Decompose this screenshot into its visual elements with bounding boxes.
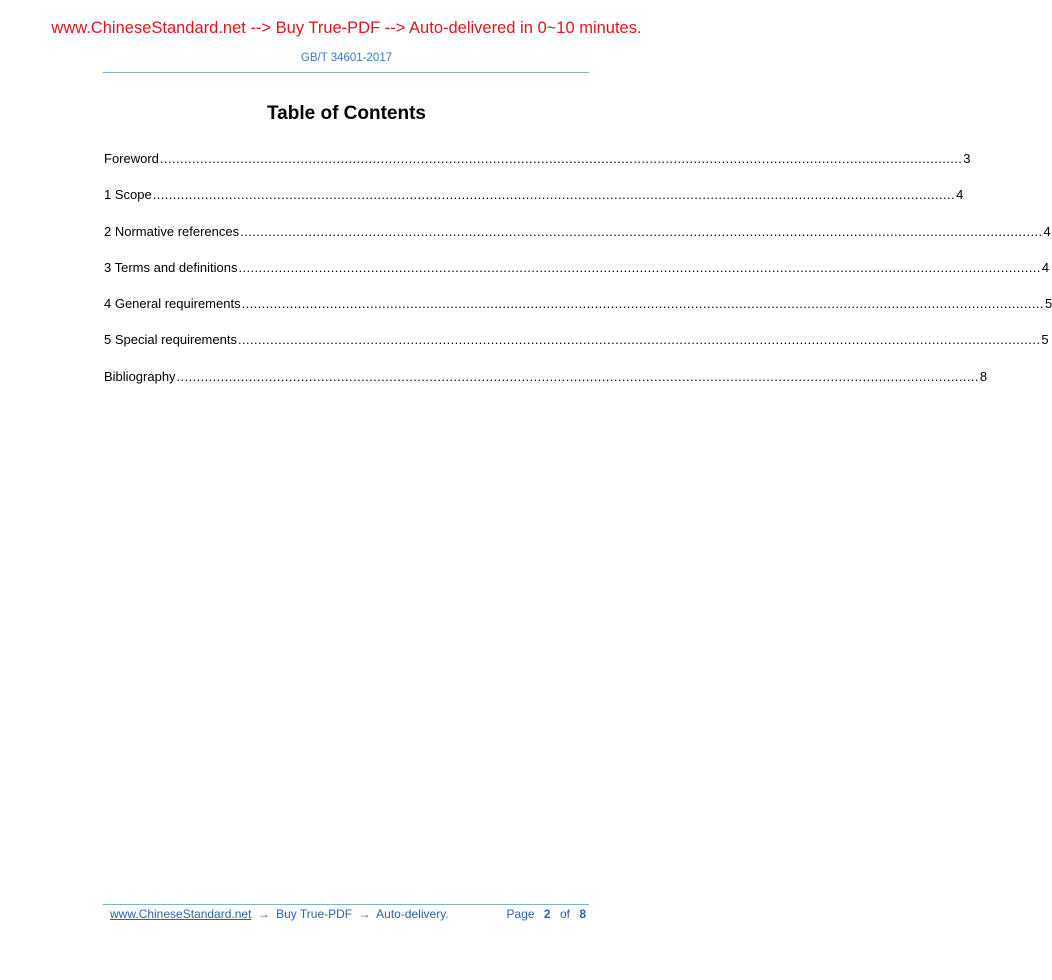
dot-leader: ........................................................................................................................................................................................................ — [176, 368, 979, 384]
dot-leader: ........................................................................................................................................................................................................ — [237, 332, 1041, 348]
toc-entry-normative-references[interactable] — [104, 223, 1051, 259]
auto-delivery-text: Auto-delivery. — [376, 907, 449, 921]
dot-leader: ........................................................................................................................................................................................................ — [238, 259, 1041, 275]
toc-entry-page: 3 — [963, 151, 971, 166]
toc-entry-general-requirements[interactable] — [104, 295, 1052, 331]
page-footer — [110, 906, 586, 922]
arrow-right-icon: → — [358, 907, 371, 921]
header-divider — [103, 72, 589, 73]
page-indicator — [507, 906, 586, 922]
toc-entry-page: 8 — [979, 368, 988, 384]
toc-entry-page: 4 — [1041, 259, 1050, 275]
toc-entry-label: Foreword — [104, 151, 159, 166]
promo-banner[interactable]: www.ChineseStandard.net --> Buy True-PDF --> Auto-delivered in 0~10 minutes. — [51, 19, 642, 37]
toc-entry-terms-and-definitions[interactable] — [104, 259, 1050, 295]
toc-entry-label: 5 Special requirements — [104, 332, 237, 348]
dot-leader: ........................................................................................................................................................................................................ — [240, 223, 1043, 239]
toc-entry-label: 4 General requirements — [104, 296, 241, 312]
toc-entry-label: 2 Normative references — [104, 223, 240, 239]
dot-leader: ........................................................................................................................................................................................................ — [152, 187, 956, 203]
dot-leader: ........................................................................................................................................................................................................ — [241, 296, 1044, 312]
toc-entry-label: 1 Scope — [104, 187, 152, 203]
toc-entry-label: 3 Terms and definitions — [104, 259, 238, 275]
page-word: Page — [506, 907, 535, 921]
toc-title: Table of Contents — [266, 103, 427, 124]
toc-entry-page: 5 — [1041, 332, 1049, 348]
of-word: of — [559, 907, 570, 921]
site-link[interactable]: www.ChineseStandard.net — [110, 907, 252, 921]
total-pages-number: 8 — [579, 907, 586, 921]
toc-list — [104, 150, 1052, 404]
arrow-right-icon: → — [257, 907, 270, 921]
toc-entry-bibliography[interactable] — [104, 368, 988, 404]
footer-divider — [103, 904, 589, 905]
toc-entry-label: Bibliography — [104, 368, 176, 384]
dot-leader: ........................................................................................................................................................................................................ — [159, 151, 963, 166]
standard-number: GB/T 34601-2017 — [300, 52, 393, 64]
toc-entry-page: 5 — [1044, 296, 1052, 312]
toc-entry-scope[interactable] — [104, 186, 964, 222]
buy-true-pdf-text: Buy True-PDF — [276, 907, 353, 921]
toc-entry-page: 4 — [1043, 223, 1051, 239]
toc-entry-page: 4 — [956, 187, 964, 203]
toc-entry-special-requirements[interactable] — [104, 331, 1049, 367]
toc-entry-foreword[interactable] — [104, 150, 971, 186]
current-page-number: 2 — [543, 907, 551, 921]
footer-promo — [110, 906, 449, 922]
